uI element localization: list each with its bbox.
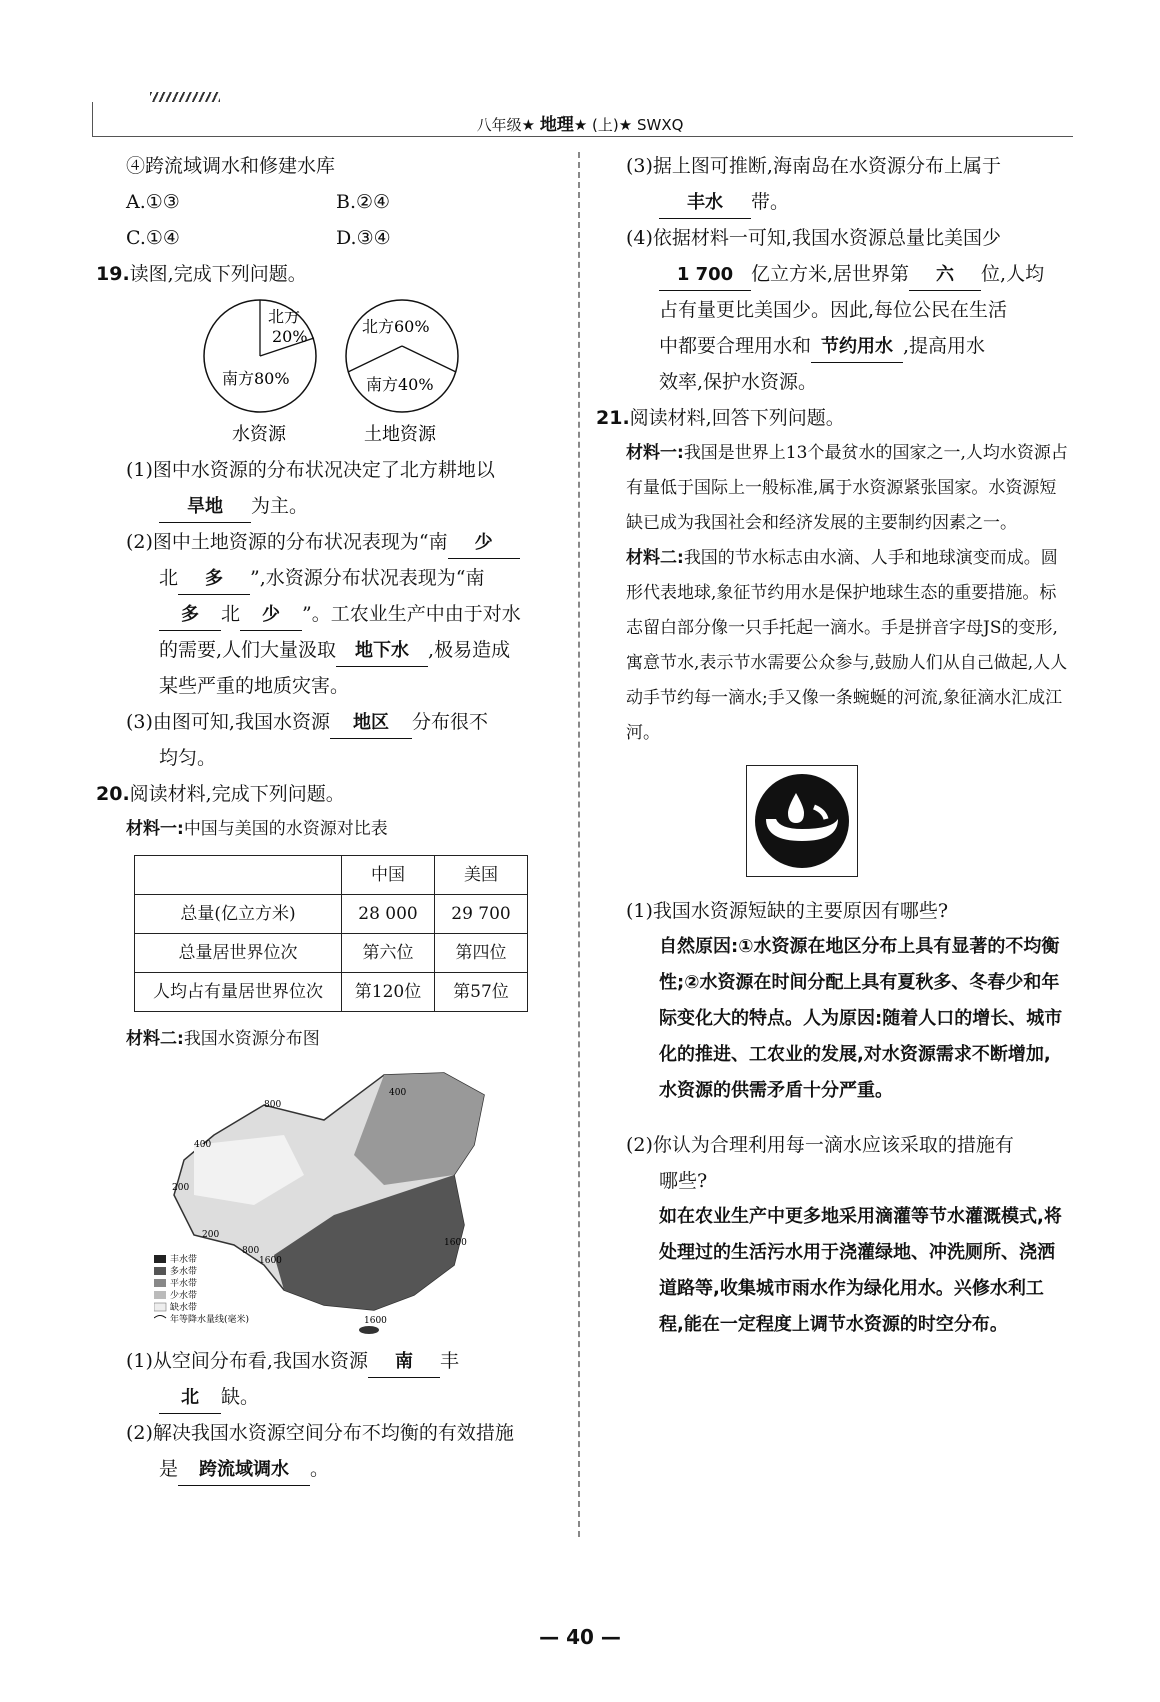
q20-1-cont [96, 1379, 566, 1415]
material-text: 我国是世界上13个最贫水的国家之一,人均水资源占有量低于国际上一般标准,属于水资源紧张国家。水资源短缺已成为我国社会和经济发展的主要制约因素之一。 [626, 443, 1068, 533]
q20-1-text: 缺。 [221, 1386, 260, 1408]
table-header [135, 856, 342, 895]
legend-label: 缺水带 [170, 1303, 198, 1313]
choice-b[interactable]: B.②④ [336, 191, 391, 213]
q20-material-2 [96, 1022, 566, 1057]
q19-2-text: 北 [159, 567, 179, 589]
table-cell: 29 700 [435, 895, 528, 934]
land-pie-caption: 土地资源 [364, 424, 436, 445]
q19-stem [96, 256, 566, 292]
isoline-label: 1600 [364, 1316, 387, 1326]
table-header: 中国 [342, 856, 435, 895]
answer-blank[interactable]: 旱地 [159, 492, 251, 523]
pie-svg [202, 298, 492, 448]
q20-4-text: 亿立方米,居世界第 [751, 263, 910, 285]
answer-blank[interactable]: 南 [368, 1347, 440, 1378]
q19-text: 读图,完成下列问题。 [129, 263, 307, 285]
q20-4: (4)依据材料一可知,我国水资源总量比美国少 [626, 227, 1001, 249]
q20-1-text: 丰 [439, 1350, 459, 1372]
choice-d[interactable]: D.③④ [336, 227, 391, 249]
q19-2-text: ”,水资源分布状况表现为“南 [250, 567, 485, 589]
table-header-row [135, 856, 528, 895]
q19-2-text: (2)图中土地资源的分布状况表现为“南 [126, 531, 448, 553]
q19-2-cont: 某些严重的地质灾害。 [159, 675, 350, 697]
water-south-label: 南方80% [222, 369, 290, 388]
q21-1-answer: 自然原因:①水资源在地区分布上具有显著的不均衡性;②水资源在时间分配上具有夏秋多、冬春少和年际变化大的特点。人为原因:随着人口的增长、城市化的推进、工农业的发展,对水资源需求不断增加,水资源的供需矛盾十分严重。 [659, 936, 1063, 1101]
q21-material-2 [596, 541, 1068, 751]
answer-blank[interactable]: 地下水 [336, 636, 428, 667]
legend-swatch [154, 1279, 166, 1287]
water-north-label: 北方 [268, 307, 301, 326]
q19-number: 19. [96, 263, 130, 285]
q19-2-text: 的需要,人们大量汲取 [159, 639, 337, 661]
left-column [96, 148, 566, 1487]
material-title: 我国水资源分布图 [183, 1029, 320, 1049]
q20-stem [96, 776, 566, 812]
q20-1 [96, 1343, 566, 1379]
q19-1 [96, 452, 566, 488]
isoline-label: 400 [194, 1140, 212, 1150]
material-title: 中国与美国的水资源对比表 [183, 819, 388, 839]
q21-stem [596, 400, 1068, 436]
table-cell: 第四位 [435, 934, 528, 973]
legend-label: 平水带 [170, 1279, 198, 1289]
q20-2-text: 是 [159, 1458, 179, 1480]
answer-blank[interactable]: 少 [448, 528, 520, 559]
q21-2: (2)你认为合理利用每一滴水应该采取的措施有 [626, 1134, 1014, 1156]
q21-1: (1)我国水资源短缺的主要原因有哪些? [626, 900, 949, 922]
answer-blank[interactable]: 跨流域调水 [178, 1455, 310, 1486]
right-column [596, 148, 1068, 1343]
table-cell: 总量(亿立方米) [135, 895, 342, 934]
legend-swatch [154, 1255, 166, 1263]
q19-2-text: ,极易造成 [428, 639, 511, 661]
material-label: 材料一: [626, 443, 684, 463]
column-divider [578, 152, 580, 1537]
answer-blank[interactable]: 多 [159, 600, 221, 631]
header-code: SWXQ [636, 116, 684, 134]
legend-label: 多水带 [170, 1267, 198, 1277]
legend-swatch [154, 1291, 166, 1299]
isoline-label: 400 [389, 1088, 407, 1098]
q18-option-4: ④跨流域调水和修建水库 [126, 155, 336, 177]
q19-2-cont [96, 560, 566, 596]
q21-number: 21. [596, 407, 630, 429]
q20-2-text: 。 [310, 1458, 330, 1480]
isoline-label: 200 [202, 1230, 220, 1240]
table-row [135, 934, 528, 973]
q19-3-cont: 均匀。 [159, 747, 217, 769]
table-row [135, 895, 528, 934]
water-comparison-table [134, 855, 528, 1012]
q19-3 [96, 704, 566, 740]
material-text: 我国的节水标志由水滴、人手和地球演变而成。圆形代表地球,象征节约用水是保护地球生态的重要措施。标志留白部分像一只手托起一滴水。手是拼音字母JS的变形,寓意节水,表示节水需要公众参与,鼓励人们从自己做起,人人动手节约每一滴水;手又像一条蜿蜒的河流,象征滴水汇成江河。 [626, 548, 1068, 743]
q19-2-cont [96, 632, 566, 668]
legend-swatch [154, 1267, 166, 1275]
legend-label: 年等降水量线(毫米) [170, 1315, 250, 1325]
q19-2-text: ”。工农业生产中由于对水 [302, 603, 521, 625]
table-cell: 第六位 [342, 934, 435, 973]
land-north-label: 北方60% [362, 317, 430, 336]
isoline-label: 800 [242, 1246, 260, 1256]
q20-2: (2)解决我国水资源空间分布不均衡的有效措施 [126, 1422, 514, 1444]
q20-4-cont [596, 256, 1068, 292]
material-label: 材料二: [626, 548, 684, 568]
water-saving-logo [746, 765, 858, 877]
isoline-label: 1600 [444, 1238, 467, 1248]
q21-material-1 [596, 436, 1068, 541]
q19-3-text: 分布很不 [411, 711, 488, 733]
q19-1-tail: 为主。 [251, 495, 309, 517]
table-cell: 总量居世界位次 [135, 934, 342, 973]
legend-swatch [154, 1303, 166, 1311]
water-pie-caption: 水资源 [232, 424, 286, 445]
q18-choices [96, 184, 566, 256]
china-water-map [154, 1065, 524, 1335]
header-subject: 地理 [539, 115, 574, 135]
legend-label: 丰水带 [170, 1255, 198, 1265]
q20-number: 20. [96, 783, 130, 805]
header-grade: 八年级 [476, 116, 522, 134]
table-header: 美国 [435, 856, 528, 895]
answer-blank[interactable]: 六 [909, 260, 981, 291]
q20-material-1 [96, 812, 566, 847]
q20-1-text: (1)从空间分布看,我国水资源 [126, 1350, 368, 1372]
q21-2-cont: 哪些? [659, 1170, 708, 1192]
choice-a[interactable]: A.①③ [126, 191, 180, 213]
q19-1-text: (1)图中水资源的分布状况决定了北方耕地以 [126, 459, 495, 481]
q20-3-cont [596, 184, 1068, 220]
material-label: 材料一: [126, 819, 184, 839]
water-north-pct: 20% [272, 327, 308, 346]
header-hatch [150, 92, 220, 102]
q20-4-text: ,提高用水 [903, 335, 986, 357]
table-cell: 第120位 [342, 973, 435, 1012]
header-term: (上) [592, 116, 619, 134]
q20-4-cont: 效率,保护水资源。 [659, 371, 818, 393]
q20-4-cont [596, 328, 1068, 364]
page-number: — 40 — [539, 1625, 621, 1649]
pie-charts [96, 298, 566, 448]
q21-text: 阅读材料,回答下列问题。 [629, 407, 845, 429]
map-svg [154, 1065, 524, 1335]
choice-c[interactable]: C.①④ [126, 227, 180, 249]
q19-2-cont [96, 596, 566, 632]
q20-text: 阅读材料,完成下列问题。 [129, 783, 345, 805]
hainan-island [359, 1326, 379, 1334]
land-pie-divider [402, 346, 456, 372]
answer-blank[interactable]: 北 [159, 1383, 221, 1414]
answer-blank[interactable]: 丰水 [659, 188, 751, 219]
q19-3-text: (3)由图可知,我国水资源 [126, 711, 330, 733]
running-header: 八年级★ 地理★ (上)★ SWXQ [476, 115, 684, 135]
table-cell: 28 000 [342, 895, 435, 934]
land-pie-divider [348, 346, 402, 372]
q19-1-cont [96, 488, 566, 524]
table-row [135, 973, 528, 1012]
q20-3-text: 带。 [751, 191, 790, 213]
q21-2-answer: 如在农业生产中更多地采用滴灌等节水灌溉模式,将处理过的生活污水用于浇灌绿地、冲洗厕所、浇洒道路等,收集城市雨水作为绿化用水。兴修水利工程,能在一定程度上调节水资源的时空分布。 [659, 1206, 1062, 1335]
answer-blank[interactable]: 节约用水 [811, 332, 903, 363]
q20-4-text: 位,人均 [981, 263, 1045, 285]
legend-line [154, 1316, 166, 1319]
q20-4-cont: 占有量更比美国少。因此,每位公民在生活 [659, 299, 1008, 321]
material-label: 材料二: [126, 1029, 184, 1049]
isoline-label: 800 [264, 1100, 282, 1110]
answer-blank[interactable]: 多 [178, 564, 250, 595]
answer-blank[interactable]: 少 [240, 600, 302, 631]
q20-3: (3)据上图可推断,海南岛在水资源分布上属于 [626, 155, 1001, 177]
water-saving-logo-icon [752, 771, 852, 871]
table-cell: 人均占有量居世界位次 [135, 973, 342, 1012]
answer-blank[interactable]: 1 700 [659, 260, 751, 291]
q19-2-text: 北 [221, 603, 241, 625]
isoline-label: 200 [172, 1183, 190, 1193]
q20-2-cont [96, 1451, 566, 1487]
legend-label: 少水带 [170, 1291, 198, 1301]
answer-blank[interactable]: 地区 [330, 708, 412, 739]
land-south-label: 南方40% [366, 375, 434, 394]
table-cell: 第57位 [435, 973, 528, 1012]
q19-2 [96, 524, 566, 560]
q20-4-text: 中都要合理用水和 [659, 335, 812, 357]
isoline-label: 1600 [259, 1256, 282, 1266]
